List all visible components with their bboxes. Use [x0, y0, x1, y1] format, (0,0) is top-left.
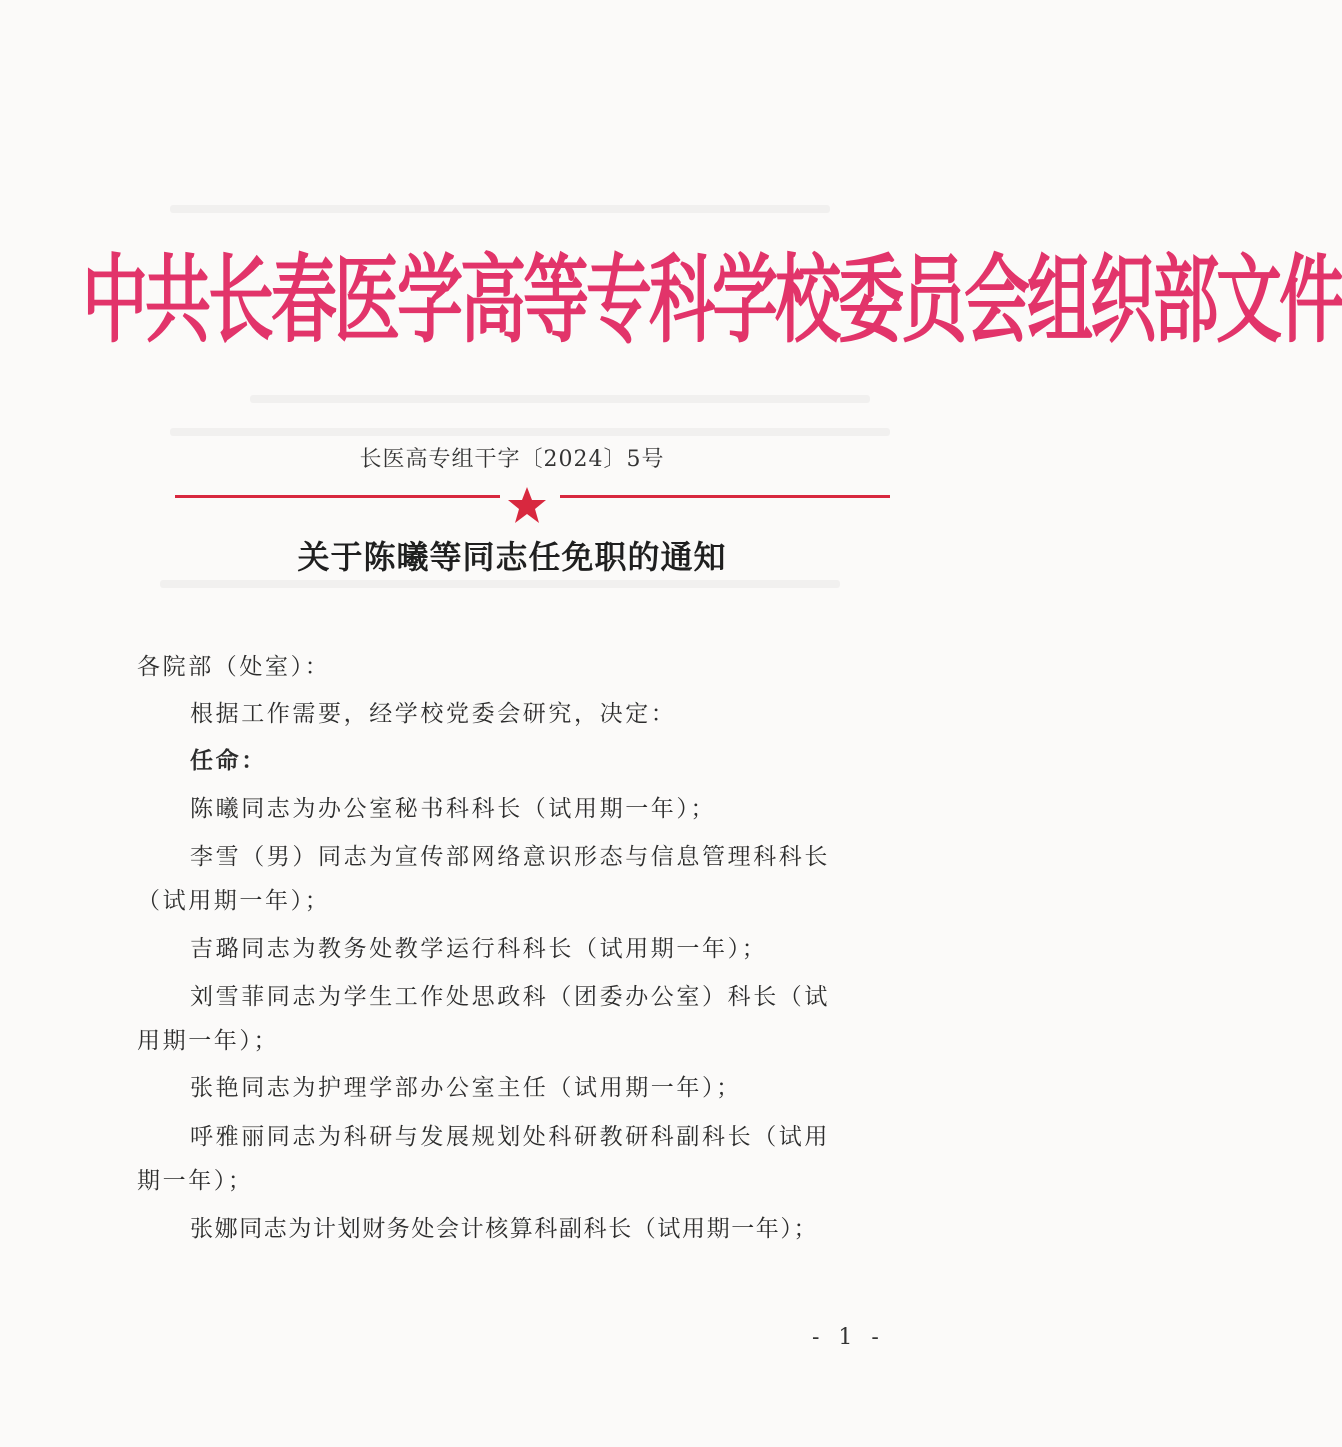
- appointment-line: 呼雅丽同志为科研与发展规划处科研教研科副科长（试用: [190, 1124, 830, 1150]
- appointment-line: 李雪（男）同志为宣传部网络意识形态与信息管理科科长: [190, 844, 830, 870]
- appointment-line: 陈曦同志为办公室秘书科科长（试用期一年）；: [190, 796, 717, 822]
- appoint-heading: 任命：: [190, 747, 267, 774]
- red-rule-left: [175, 495, 500, 498]
- bleed-through-mark: [160, 580, 840, 588]
- appointment-line: 吉璐同志为教务处教学运行科科长（试用期一年）；: [190, 936, 768, 962]
- appointment-line: 张娜同志为计划财务处会计核算科副科长（试用期一年）；: [190, 1216, 819, 1242]
- red-rule-right: [560, 495, 890, 498]
- appointment-line: 刘雪菲同志为学生工作处思政科（团委办公室）科长（试: [190, 984, 830, 1010]
- issuer-masthead: 中共长春医学高等专科学校委员会组织部文件: [82, 244, 1342, 357]
- intro-paragraph: 根据工作需要，经学校党委会研究，决定：: [190, 701, 677, 727]
- page-number: - 1 -: [812, 1325, 885, 1350]
- appointment-line-continued: （试用期一年）；: [137, 888, 331, 914]
- notice-title: 关于陈曦等同志任免职的通知: [297, 538, 727, 576]
- bleed-through-mark: [250, 395, 870, 403]
- appointment-line: 张艳同志为护理学部办公室主任（试用期一年）；: [190, 1075, 742, 1101]
- salutation: 各院部（处室）：: [137, 654, 331, 680]
- appointment-line-continued: 用期一年）；: [137, 1028, 280, 1054]
- document-number: 长医高专组干字〔2024〕5号: [359, 447, 665, 472]
- red-star-icon: [507, 485, 547, 525]
- appointment-line-continued: 期一年）；: [137, 1168, 254, 1194]
- bleed-through-mark: [170, 428, 890, 436]
